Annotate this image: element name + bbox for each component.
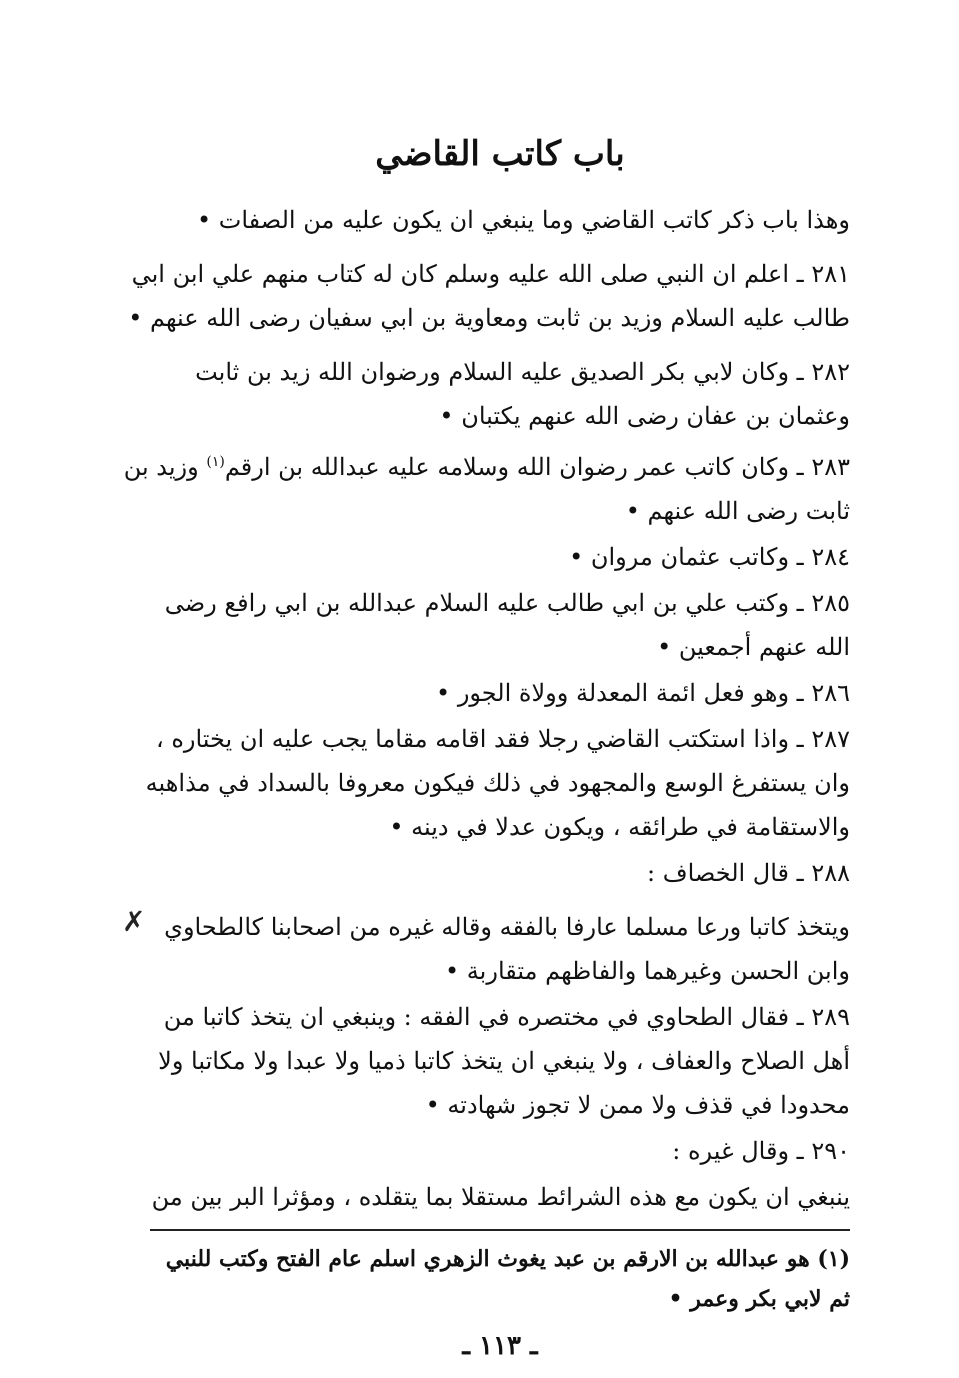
paragraph-284	[150, 535, 850, 579]
paragraph-288	[150, 851, 850, 895]
text-line: محدودا في قذف ولا ممن لا تجوز شهادته •	[425, 1091, 850, 1119]
text-line: ينبغي ان يكون مع هذه الشرائط مستقلا بما يتقلده ، ومؤثرا البر بين من	[151, 1183, 850, 1211]
text-line: وابن الحسن وغيرهما والفاظهم متقاربة •	[445, 957, 850, 985]
paragraph-282	[150, 350, 850, 438]
footnote-line: ثم لابي بكر وعمر •	[668, 1286, 850, 1312]
text-line: ٢٨٦ ـ وهو فعل ائمة المعدلة وولاة الجور •	[436, 679, 850, 707]
text-segment: وزيد بن	[123, 453, 207, 481]
paragraph-continuation	[150, 1175, 850, 1219]
margin-mark-icon: ✗	[122, 905, 146, 938]
page-number: ـ ١١٣ ـ	[462, 1331, 538, 1361]
text-line: ٢٨١ ـ اعلم ان النبي صلى الله عليه وسلم كان له كتاب منهم علي ابن ابي	[131, 260, 850, 288]
intro-line: وهذا باب ذكر كاتب القاضي وما ينبغي ان يكون عليه من الصفات •	[196, 206, 850, 234]
footnote-line: (١) هو عبدالله بن الارقم بن عبد يغوث الزهري اسلم عام الفتح وكتب للنبي	[165, 1246, 850, 1272]
footnote	[150, 1239, 850, 1319]
intro-paragraph	[150, 198, 850, 242]
text-line: ويتخذ كاتبا ورعا مسلما عارفا بالفقه وقاله غيره من اصحابنا كالطحاوي	[164, 913, 850, 941]
paragraph-285	[150, 581, 850, 669]
paragraph-286	[150, 671, 850, 715]
text-line: ٢٨٩ ـ فقال الطحاوي في مختصره في الفقه : وينبغي ان يتخذ كاتبا من	[163, 1003, 850, 1031]
text-line: ٢٨٥ ـ وكتب علي بن ابي طالب عليه السلام عبدالله بن ابي رافع رضى	[164, 589, 850, 617]
text-line: وان يستفرغ الوسع والمجهود في ذلك فيكون معروفا بالسداد في مذاهبه	[145, 769, 850, 797]
text-line: ثابت رضى الله عنهم •	[625, 497, 850, 525]
paragraph-289	[150, 995, 850, 1127]
paragraph-281	[128, 252, 850, 340]
chapter-title: باب كاتب القاضي	[375, 134, 625, 174]
footnote-marker: (١)	[206, 454, 225, 470]
paragraph-quote	[122, 905, 850, 993]
text-line: ٢٨٧ ـ واذا استكتب القاضي رجلا فقد اقامه مقاما يجب عليه ان يختاره ،	[155, 725, 850, 753]
text-line	[123, 440, 850, 489]
text-segment: ٢٨٣ ـ وكان كاتب عمر رضوان الله وسلامه عليه عبدالله بن ارقم	[224, 453, 850, 481]
book-page	[122, 128, 850, 1361]
footnote-divider	[150, 1229, 850, 1231]
text-line: الله عنهم أجمعين •	[657, 633, 850, 661]
text-line: ٢٨٢ ـ وكان لابي بكر الصديق عليه السلام ورضوان الله زيد بن ثابت	[195, 358, 850, 386]
text-line: والاستقامة في طرائقه ، ويكون عدلا في دينه •	[389, 813, 850, 841]
paragraph-287	[145, 717, 850, 849]
paragraph-283	[123, 440, 850, 533]
text-line: وعثمان بن عفان رضى الله عنهم يكتبان •	[439, 402, 850, 430]
paragraph-290	[150, 1129, 850, 1173]
text-line: أهل الصلاح والعفاف ، ولا ينبغي ان يتخذ كاتبا ذميا ولا عبدا ولا مكاتبا ولا	[158, 1047, 850, 1075]
text-line: ٢٩٠ ـ وقال غيره :	[672, 1137, 850, 1165]
text-line: ٢٨٨ ـ قال الخصاف :	[646, 859, 850, 887]
text-line: طالب عليه السلام وزيد بن ثابت ومعاوية بن ابي سفيان رضى الله عنهم •	[128, 304, 850, 332]
text-line: ٢٨٤ ـ وكاتب عثمان مروان •	[569, 543, 850, 571]
